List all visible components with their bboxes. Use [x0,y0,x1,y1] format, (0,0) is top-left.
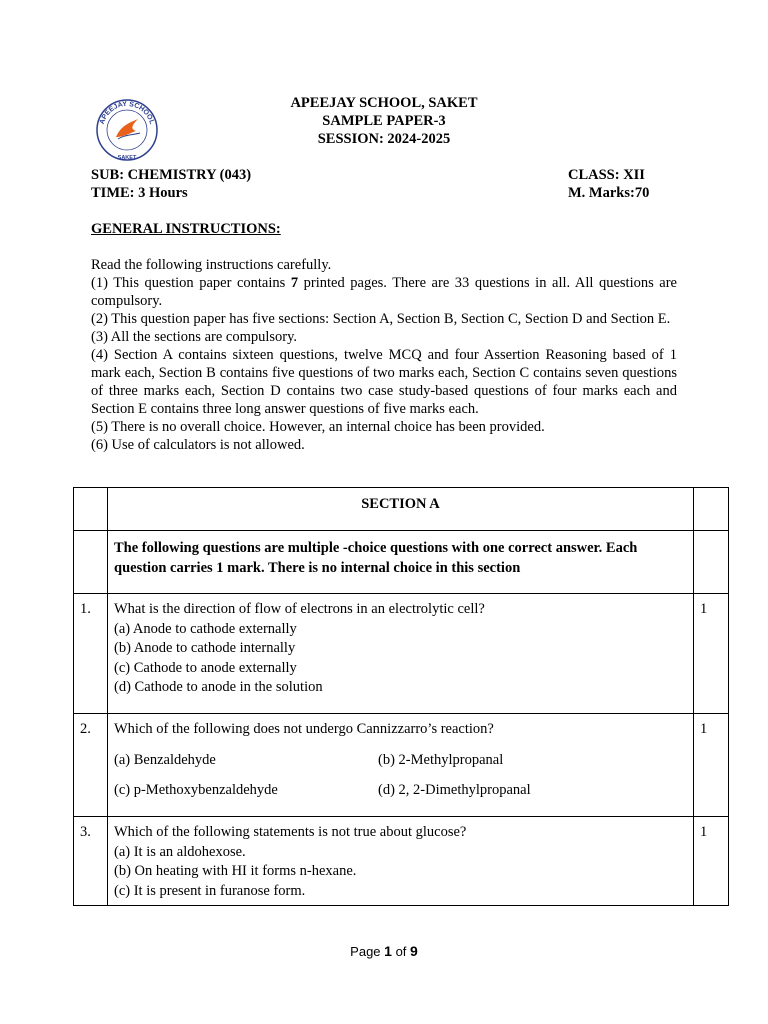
time: TIME: 3 Hours [91,185,188,201]
option: (c) Cathode to anode externally [114,659,297,676]
logo-text-bottom: SAKET [117,155,137,161]
max-marks: M. Marks:70 [568,185,650,201]
section-title: SECTION A [361,496,440,512]
section-note: The following questions are multiple -choice questions with one correct answer. Each question carries 1 mark. There is no internal choice in this section [114,540,638,576]
instruction-1: (1) This question paper contains 7 printed pages. There are 33 questions in all. All questions are compulsory. [91,275,677,309]
subject: SUB: CHEMISTRY (043) [91,167,252,183]
instruction-3: (3) All the sections are compulsory. [91,329,298,345]
general-instructions [91,256,677,454]
questions-table [73,487,729,906]
instruction-6: (6) Use of calculators is not allowed. [91,437,305,453]
instructions-intro: Read the following instructions carefully. [91,257,332,273]
logo-text-top: APEEJAY SCHOOL [98,100,156,126]
meta-left [91,166,251,202]
option: (a) It is an aldohexose. [114,843,246,860]
general-instructions-title: GENERAL INSTRUCTIONS: [91,221,281,237]
option: (c) It is present in furanose form. [114,882,306,899]
paper-header [0,94,768,148]
option: (b) 2-Methylpropanal [378,751,504,768]
option: (b) On heating with HI it forms n-hexane. [114,863,357,879]
page-footer: Page 1 of 9 [350,943,418,959]
option: (a) Benzaldehyde [114,751,216,768]
section-header-row [74,488,729,531]
question-number: 1. [80,601,91,617]
class: CLASS: XII [568,167,645,183]
page-total: 9 [410,943,418,959]
option: (c) p-Methoxybenzaldehyde [114,782,278,798]
option: (d) Cathode to anode in the solution [114,679,323,695]
question-number: 3. [80,824,91,840]
question-number: 2. [80,721,91,737]
section-note-row [74,531,729,594]
question-marks: 1 [700,601,708,617]
question-body [108,817,693,901]
question-marks: 1 [700,721,708,737]
question-body [108,714,693,801]
option: (d) 2, 2-Dimethylpropanal [378,782,531,798]
question-text: What is the direction of flow of electrons in an electrolytic cell? [114,601,485,617]
option: (a) Anode to cathode externally [114,620,297,637]
question-text: Which of the following does not undergo Cannizzarro’s reaction? [114,721,494,737]
instruction-4: (4) Section A contains sixteen questions, twelve MCQ and four Assertion Reasoning based of 1 mark each, Section B contains five questions of two marks each, Section C contains seven questions of three marks each, Section D contains two case study-based questions of four marks each and Section E contains three long answer questions of five marks each. [91,347,677,417]
question-body [108,594,693,698]
school-name: APEEJAY SCHOOL, SAKET [290,95,478,111]
question-marks: 1 [700,824,708,840]
question-text: Which of the following statements is not true about glucose? [114,824,467,840]
session: SESSION: 2024-2025 [317,131,451,147]
instruction-5: (5) There is no overall choice. However, an internal choice has been provided. [91,419,545,435]
instruction-2: (2) This question paper has five sections: Section A, Section B, Section C, Section D and Section E. [91,311,671,327]
question-row [74,714,729,817]
option: (b) Anode to cathode internally [114,640,296,656]
meta-right [568,166,649,202]
question-row [74,594,729,714]
paper-title: SAMPLE PAPER-3 [322,113,446,129]
question-row [74,817,729,906]
page-number: 1 [384,943,392,959]
